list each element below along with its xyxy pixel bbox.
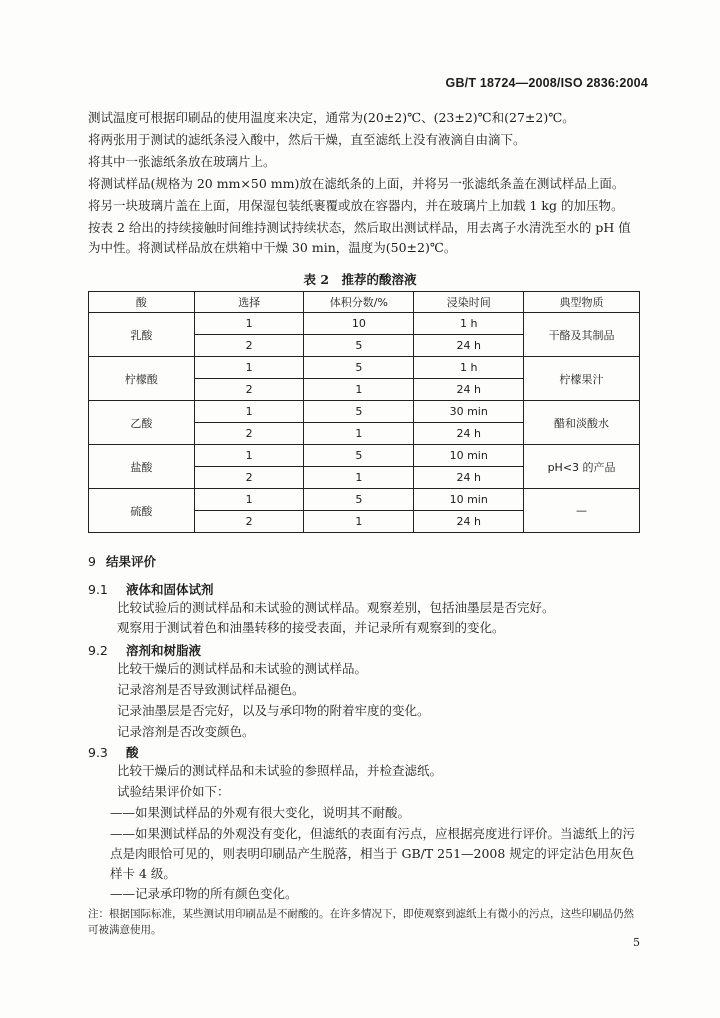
option-cell: 2 [194, 467, 304, 489]
header-volume-fraction: 体积分数/% [304, 292, 414, 313]
option-cell: 1 [194, 401, 304, 423]
volume-cell: 1 [304, 423, 414, 445]
table-row [89, 401, 640, 423]
header-typical-substance: 典型物质 [524, 292, 640, 313]
section-9-1-line-1: 比较试验后的测试样品和未试验的测试样品。观察差别，包括油墨层是否完好。 [117, 600, 555, 615]
volume-cell: 5 [304, 445, 414, 467]
intro-para-6: 按表 2 给出的持续接触时间维持测试持续状态，然后取出测试样品，用去离子水清洗至水的 pH 值为中性。将测试样品放在烘箱中干燥 30 min，温度为(50±2)℃。 [88, 220, 631, 255]
standard-code: GB/T 18724—2008/ISO 2836:2004 [445, 76, 648, 90]
section-title: 液体和固体试剂 [126, 582, 214, 597]
section-9-3-line-1: 比较干燥后的测试样品和未试验的参照样品，并检查滤纸。 [117, 763, 443, 778]
acid-name-cell: 柠檬酸 [89, 357, 195, 401]
option-cell: 1 [194, 313, 304, 335]
section-9-1-line-2: 观察用于测试着色和油墨转移的接受表面，并记录所有观察到的变化。 [117, 620, 505, 635]
volume-cell: 5 [304, 357, 414, 379]
time-cell: 24 h [414, 335, 524, 357]
volume-cell: 5 [304, 335, 414, 357]
section-9-2-heading [88, 641, 201, 659]
volume-cell: 5 [304, 401, 414, 423]
volume-cell: 1 [304, 467, 414, 489]
intro-para-4: 将测试样品(规格为 20 mm×50 mm)放在滤纸条的上面，并将另一张滤纸条盖在测试样品上面。 [88, 176, 625, 191]
option-cell: 1 [194, 489, 304, 511]
result-bullet-1: ——如果测试样品的外观有很大变化，说明其不耐酸。 [110, 805, 411, 820]
section-title: 结果评价 [106, 554, 157, 569]
typical-substance-cell: 干酪及其制品 [524, 313, 640, 357]
option-cell: 1 [194, 445, 304, 467]
table-header-row [89, 292, 640, 313]
time-cell: 1 h [414, 357, 524, 379]
volume-cell: 1 [304, 379, 414, 401]
option-cell: 1 [194, 357, 304, 379]
typical-substance-cell: — [524, 489, 640, 533]
result-bullet-3: ——记录承印物的所有颜色变化。 [110, 886, 298, 901]
acid-name-cell: 乙酸 [89, 401, 195, 445]
section-9-2-line-4: 记录溶剂是否改变颜色。 [117, 724, 255, 739]
result-bullet-2: ——如果测试样品的外观没有变化，但滤纸的表面有污点，应根据亮度进行评价。当滤纸上的污点是肉眼恰可见的，则表明印刷品产生脱落，相当于 GB/T 251—2008 规定的评定沾色用灰色样卡 4 级。 [110, 826, 636, 881]
section-9-2-line-1: 比较干燥后的测试样品和未试验的测试样品。 [117, 661, 368, 676]
time-cell: 24 h [414, 379, 524, 401]
table-row [89, 489, 640, 511]
section-9-3-line-2: 试验结果评价如下： [117, 784, 230, 799]
volume-cell: 5 [304, 489, 414, 511]
header-acid: 酸 [89, 292, 195, 313]
table-title: 表 2 推荐的酸溶液 [303, 272, 417, 287]
intro-para-3: 将其中一张滤纸条放在玻璃片上。 [88, 154, 276, 169]
intro-para-2: 将两张用于测试的滤纸条浸入酸中，然后干燥，直至滤纸上没有液滴自由滴下。 [88, 132, 526, 147]
intro-para-5: 将另一块玻璃片盖在上面，用保湿包装纸裹覆或放在容器内，并在玻璃片上加载 1 kg 的加压物。 [88, 198, 624, 213]
option-cell: 2 [194, 423, 304, 445]
option-cell: 2 [194, 335, 304, 357]
typical-substance-cell: 醋和淡酸水 [524, 401, 640, 445]
time-cell: 10 min [414, 489, 524, 511]
section-title: 酸 [126, 745, 139, 760]
acid-solutions-table [88, 291, 640, 533]
typical-substance-cell: 柠檬果汁 [524, 357, 640, 401]
time-cell: 10 min [414, 445, 524, 467]
acid-name-cell: 盐酸 [89, 445, 195, 489]
page-number: 5 [633, 936, 640, 949]
acid-name-cell: 硫酸 [89, 489, 195, 533]
section-9-heading [88, 552, 156, 570]
section-title: 溶剂和树脂液 [126, 643, 202, 658]
section-number: 9 [88, 554, 96, 569]
section-number: 9.1 [88, 582, 108, 597]
section-number: 9.3 [88, 745, 108, 760]
section-number: 9.2 [88, 643, 108, 658]
table-row [89, 357, 640, 379]
header-option: 选择 [194, 292, 304, 313]
volume-cell: 10 [304, 313, 414, 335]
volume-cell: 1 [304, 511, 414, 533]
time-cell: 24 h [414, 423, 524, 445]
option-cell: 2 [194, 511, 304, 533]
table-row [89, 445, 640, 467]
time-cell: 24 h [414, 511, 524, 533]
header-immersion-time: 浸染时间 [414, 292, 524, 313]
footnote: 注：根据国际标准，某些测试用印刷品是不耐酸的。在许多情况下，即使观察到滤纸上有微小的污点，这些印刷品仍然可被满意使用。 [88, 908, 634, 936]
time-cell: 1 h [414, 313, 524, 335]
typical-substance-cell: pH<3 的产品 [524, 445, 640, 489]
section-9-1-heading [88, 580, 214, 598]
table-row [89, 313, 640, 335]
time-cell: 30 min [414, 401, 524, 423]
section-9-2-line-2: 记录溶剂是否导致测试样品褪色。 [117, 682, 305, 697]
time-cell: 24 h [414, 467, 524, 489]
acid-name-cell: 乳酸 [89, 313, 195, 357]
section-9-2-line-3: 记录油墨层是否完好，以及与承印物的附着牢度的变化。 [117, 703, 430, 718]
option-cell: 2 [194, 379, 304, 401]
section-9-3-heading [88, 743, 139, 761]
intro-para-1: 测试温度可根据印刷品的使用温度来决定，通常为(20±2)℃、(23±2)℃和(27±2)℃。 [88, 110, 575, 125]
